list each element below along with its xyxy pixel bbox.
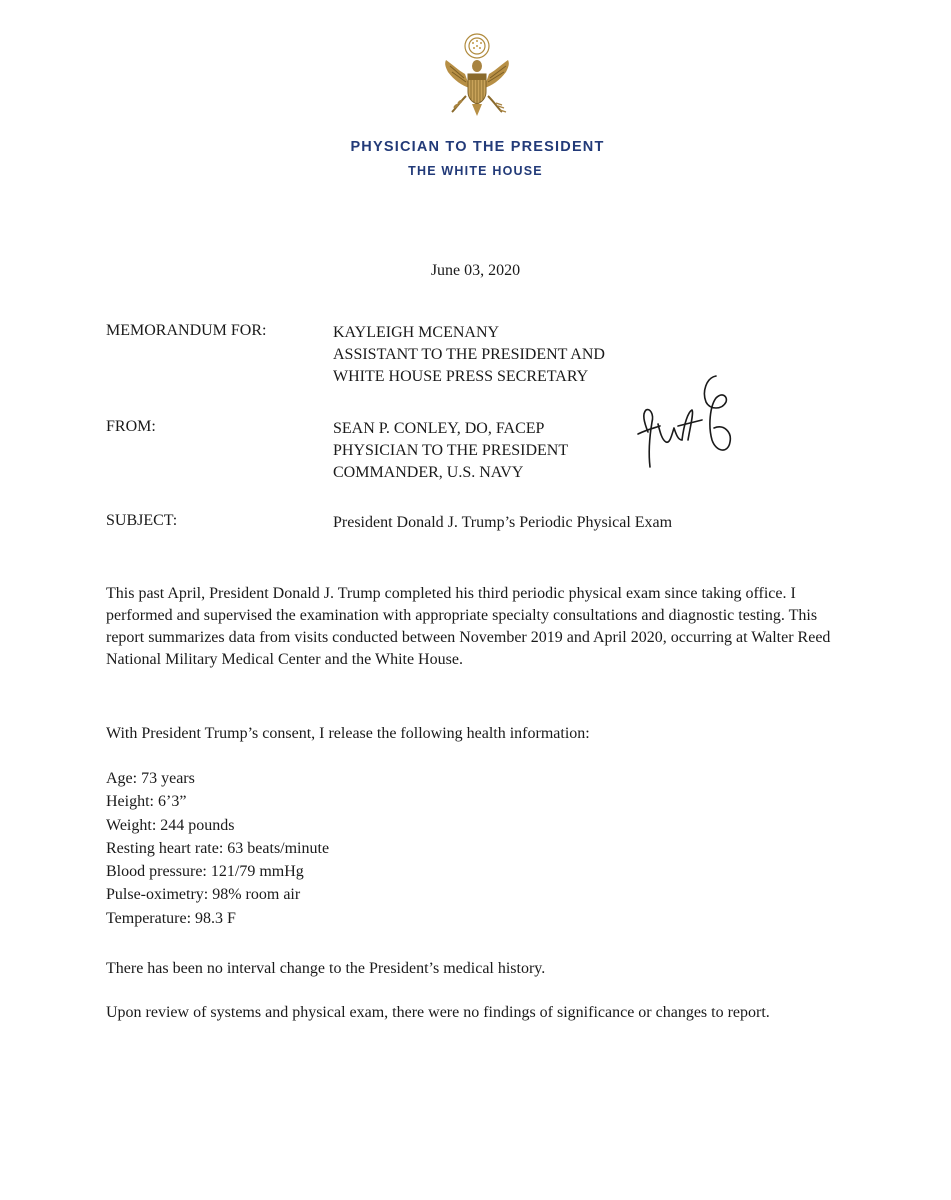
signature-icon <box>630 362 740 487</box>
vital-pulse-oximetry: Pulse-oximetry: 98% room air <box>106 886 301 904</box>
sender-line: PHYSICIAN TO THE PRESIDENT <box>333 442 569 459</box>
history-paragraph: There has been no interval change to the President’s medical history. <box>106 960 546 977</box>
memo-subject <box>333 512 672 534</box>
subject-line: President Donald J. Trump’s Periodic Physical Exam <box>333 514 673 531</box>
intro-paragraph: This past April, President Donald J. Trump completed his third periodic physical exam since taking office. I performed and supervised the examination with appropriate specialty consultations and diagnostic testing. This report summarizes data from visits conducted between November 2019 and April 2020, occurring at Walter Reed National Military Medical Center and the White House. <box>106 585 831 668</box>
memo-for-recipient <box>333 322 605 388</box>
vital-temperature: Temperature: 98.3 F <box>106 909 236 927</box>
vital-age: Age: 73 years <box>106 770 195 787</box>
memo-for-label: MEMORANDUM FOR: <box>106 322 267 339</box>
memo-date: June 03, 2020 <box>430 262 521 279</box>
recipient-line: WHITE HOUSE PRESS SECRETARY <box>333 368 589 385</box>
presidential-seal-icon <box>432 30 522 122</box>
letterhead-house: THE WHITE HOUSE <box>408 164 543 178</box>
memo-from-sender <box>333 418 568 484</box>
review-paragraph: Upon review of systems and physical exam, there were no findings of significance or changes to report. <box>106 1004 770 1021</box>
recipient-line: ASSISTANT TO THE PRESIDENT AND <box>333 346 605 363</box>
memo-subject-label: SUBJECT: <box>106 512 178 529</box>
consent-paragraph: With President Trump’s consent, I release the following health information: <box>106 725 590 742</box>
vitals-list <box>106 767 329 930</box>
sender-line: COMMANDER, U.S. NAVY <box>333 464 524 481</box>
sender-line: SEAN P. CONLEY, DO, FACEP <box>333 420 545 437</box>
recipient-line: KAYLEIGH MCENANY <box>333 324 500 341</box>
vital-heart-rate: Resting heart rate: 63 beats/minute <box>106 839 330 857</box>
vital-blood-pressure: Blood pressure: 121/79 mmHg <box>106 863 304 881</box>
letterhead-office: PHYSICIAN TO THE PRESIDENT <box>350 139 605 155</box>
vital-weight: Weight: 244 pounds <box>106 816 235 834</box>
memo-from-label: FROM: <box>106 418 156 435</box>
vital-height: Height: 6’3” <box>106 793 187 811</box>
